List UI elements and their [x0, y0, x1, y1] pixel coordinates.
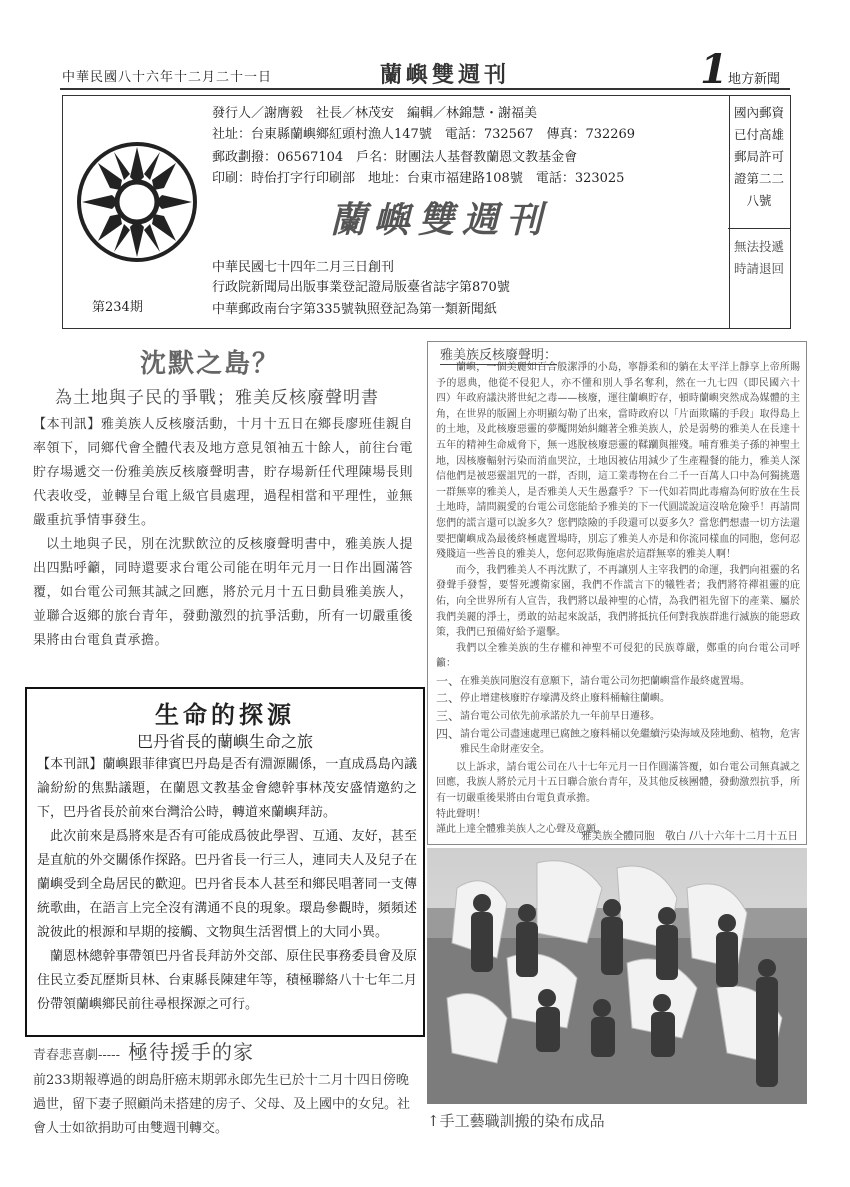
group-photo	[427, 848, 807, 1104]
feature-paragraph: 此次前來是爲將來是否有可能成爲彼此學習、互通、友好，甚至是直航的外交關係作探路。巴丹省長一行三人，連同夫人及兒子在蘭嶼受到全島居民的歡迎。巴丹省長本人甚至和鄉民唱著同一支傳統歌曲，在語言上完全沒有溝通不良的現象。環島參觀時，頻頻述說彼此的根源和早期的接觸、文物與生活習慣上的大同小異。	[37, 829, 417, 940]
section-label: 地方新聞	[728, 72, 781, 87]
list-text: 在雅美族同胞沒有意願下，請台電公司勿把蘭嶼當作最終處置場。	[460, 675, 750, 687]
header-rule	[60, 88, 790, 90]
brief-headline: 極待援手的家	[128, 1040, 254, 1064]
statement-body	[436, 360, 800, 838]
list-number: 四、	[436, 726, 461, 741]
article-subheadline: 為土地與子民的爭戰；雅美反核廢聲明書	[55, 388, 379, 408]
page-number: 1	[700, 46, 728, 93]
list-item	[436, 674, 800, 690]
return-notice: 無法投遞時請退回	[733, 239, 784, 276]
issue-number: 第234期	[92, 300, 143, 315]
postal-divider	[728, 228, 790, 229]
brief-kicker: 青春悲喜劇-----	[33, 1048, 120, 1063]
feature-subheadline: 巴丹省長的蘭嶼生命之旅	[136, 732, 313, 751]
brief-body: 前233期報導過的朗島肝癌末期郭永郎先生已於十二月十四日傍晚過世，留下妻子照顧尚未搭建的房子、父母、及上國中的女兒。社會人士如欲捐助可由雙週刊轉交。	[33, 1073, 411, 1136]
list-item	[436, 727, 800, 758]
article-paragraph: 以土地與子民，別在沈默飲泣的反核廢聲明書中，雅美族人提出四點呼籲，同時還要求台電公司能在明年元月一日作出圓滿答覆，如台電公司無其誠之回應，將於元月十五日動員雅美族人，並聯合返鄉的旅台青年，發動激烈的抗爭活動，所有一切嚴重後果將由台電負責承擔。	[33, 537, 413, 648]
masthead-staff: 發行人／謝膺毅 社長／林茂安 編輯／林錦慧・謝福美	[212, 106, 538, 121]
postal-box	[728, 95, 791, 329]
article-paragraph: 【本刊訊】雅美族人反核廢活動，十月十五日在鄉長廖班佳親自率領下，同鄉代會全體代表及地方意見領袖五十餘人，前往台電貯存場遞交一份雅美族反核廢聲明書，貯存場新任代理陳場長則代表收受，並轉呈台電上級官員處理，過程相當和平理性，並無嚴重抗爭情事發生。	[33, 417, 413, 528]
statement-heading: 雅美族反核廢聲明：	[440, 344, 557, 365]
statement-paragraph: 特此聲明！	[436, 808, 486, 820]
photo-caption: ↑手工藝職訓搬的染布成品	[427, 1112, 605, 1130]
feature-box	[25, 687, 425, 1037]
masthead-printer: 印刷：時佁打字行印刷部 地址：台東市福建路108號 電話：323025	[212, 171, 625, 186]
issue-date: 中華民國八十六年十二月二十一日	[62, 70, 273, 85]
article-headline: 沈默之島？	[140, 349, 281, 379]
foundation-logo-icon	[72, 102, 202, 297]
postal-permit: 國內郵資已付高雄郵局許可證第二二八號	[733, 105, 784, 208]
statement-signature: 雅美族全體同胞 敬白 /八十六年十二月十五日	[581, 830, 798, 842]
article-body	[33, 413, 413, 679]
list-item	[436, 709, 800, 725]
list-number: 三、	[436, 709, 461, 724]
list-text: 請台電公司依先前承諾於九一年前早日遷移。	[460, 711, 660, 723]
feature-paragraph: 【本刊訊】蘭嶼跟菲律賓巴丹島是否有淵源關係，一直成爲島內議論紛紛的焦點議題，在蘭恩文教基金會總幹事林茂安盛情邀約之下，巴丹省長於前來台灣洽公時，轉道來蘭嶼拜訪。	[37, 757, 417, 820]
statement-paragraph: 而今，我們雅美人不再沈默了，不再讓別人主宰我們的命運，我們向祖靈的名發聲手發誓，要誓死護衛家園，我們不作謊言下的犧牲者；我們將符禪祖靈的庇佑，向全世界所有人宣告，我們將以最神聖的心情，為我們祖先留下的產業、屬於我們美麗的淨土，勇敢的站起來說話，我們將抵抗任何對我族群進行滅族的能惡政策，我們已預備好給予還擊。	[436, 564, 800, 639]
statement-box	[427, 341, 807, 845]
feature-headline: 生命的探源	[155, 700, 295, 729]
feature-body	[37, 753, 417, 1017]
masthead-title: 蘭嶼雙週刊	[330, 199, 551, 241]
list-number: 一、	[436, 673, 461, 688]
statement-paragraph: 以上訴求，請台電公司在八十七年元月一日作圓滿答覆，如台電公司無真誠之回應，我族人將於元月十五日聯合旅台青年，及其他反核團體，發動激烈抗爭，所有一切嚴重後果將由台電負責承擔。	[436, 761, 800, 805]
publication-license: 行政院新聞局出版事業登記證局版臺省誌字第870號	[212, 280, 510, 295]
header-paper-name: 蘭嶼雙週刊	[380, 62, 511, 88]
founded-date: 中華民國七十四年二月三日創刊	[212, 260, 395, 275]
postal-registration: 中華郵政南台字第335號執照登記為第一類新聞紙	[212, 302, 497, 317]
statement-paragraph: 蘭嶼，一個美麗如百合般潔淨的小島，寧靜柔和的躺在太平洋上靜享上帝所賜予的恩典，他從不侵犯人，亦不懂和別人爭名奪利，然在一九七四（即民國六十四）年政府議決將世紀之毒——核廢，運往蘭嶼貯存，頓時蘭嶼突然成為媒體的主角，在世界的版圖上亦明顯勾勒了出來，當時政府以「片面欺瞞的手段」取得島上的土地，及此核廢惡靈的夢魘開始糾纏著全雅美族人，於是弱勢的雅美人在長達十五年的精神生命威脅下，無一逃脫核廢惡靈的鞣躪與摧殘。哺育雅美子孫的神聖土地，因核廢輻射污染而消血哭泣，土地因被佔用減少了生產糧餐的能力，雅美人深信他們是被惡靈詛咒的一群，否則，這工業毒物在台二千一百萬人口中為何獨挑選一群無辜的雅美人，是否雅美人天生愚蠢乎？下一代如若問此毒瘤為何貯放在生長土地時，請問親愛的台電公司您能給予雅美的下一代圓謊說這沒啥危險乎！再請問您們的謊言還可以說多久？您們陰險的手段還可以耍多久？當您們想盡一切方法還要把蘭嶼成為最後終極處置場時，別忘了雅美人亦是和你流同樣血的同胞，您何忍殘賤這一些善良的雅美人，您何忍欺侮施虐於這群無辜的雅美人啊！	[436, 362, 800, 561]
list-text: 請台電公司盡速處理已腐蝕之廢料桶以免繼續污染海域及陸地動、植物，危害雅民生命財產安全。	[460, 728, 800, 756]
statement-paragraph: 我們以全雅美族的生存權和神聖不可侵犯的民族尊嚴，鄭重的向台電公司呼籲：	[436, 642, 800, 670]
list-number: 二、	[436, 691, 461, 706]
masthead-address: 社址：台東縣蘭嶼鄉紅頭村漁人147號 電話：732567 傳真：732269	[212, 127, 636, 142]
statement-paragraph: 謹此上達全體雅美族人之心聲及意願。	[436, 824, 606, 836]
list-item	[436, 691, 800, 707]
list-text: 停止增建核廢貯存壕溝及終止廢料桶輸往蘭嶼。	[460, 693, 670, 705]
feature-paragraph: 蘭恩林總幹事帶領巴丹省長拜訪外交部、原住民事務委員會及原住民立委瓦歷斯貝林、台東縣長陳建年等，積極聯絡八十七年二月份帶領蘭嶼鄉民前往尋根探源之可行。	[37, 949, 417, 1012]
masthead-account: 郵政劃撥：06567104 戶名：財團法人基督教蘭恩文教基金會	[212, 150, 578, 165]
